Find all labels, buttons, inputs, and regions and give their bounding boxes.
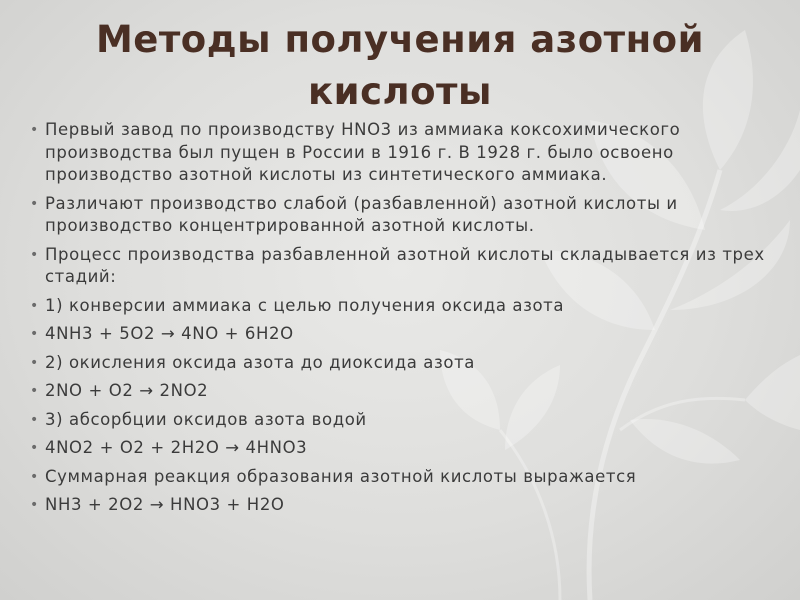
list-item: [30, 409, 775, 432]
list-item-text: 4NH3 + 5O2 → 4NO + 6H2O: [45, 324, 294, 343]
bullet-dot-icon: •: [30, 497, 39, 513]
bullet-dot-icon: •: [30, 122, 39, 138]
bullet-dot-icon: •: [30, 246, 39, 263]
list-item-text: 3) абсорбции оксидов азота водой: [45, 409, 367, 429]
page-title-line-2: кислоты: [308, 70, 492, 113]
list-item-text: 2NO + O2 → 2NO2: [45, 381, 209, 400]
list-item: [30, 494, 775, 517]
page-title: [40, 14, 760, 118]
list-item: [30, 295, 775, 318]
bullet-dot-icon: •: [30, 195, 39, 212]
list-item: [30, 380, 775, 403]
bullet-dot-icon: •: [30, 468, 39, 485]
list-item-text: 4NO2 + O2 + 2H2O → 4HNO3: [45, 438, 308, 457]
list-item-text: NH3 + 2O2 → HNO3 + H2O: [45, 495, 285, 514]
list-item: [30, 323, 775, 346]
list-item: [30, 244, 775, 289]
list-item: [30, 119, 775, 187]
list-item: [30, 193, 775, 238]
bullet-dot-icon: •: [30, 411, 39, 428]
list-item: [30, 352, 775, 375]
list-item-text: Суммарная реакция образования азотной кислоты выражается: [45, 466, 637, 486]
list-item-text: 1) конверсии аммиака с целью получения оксида азота: [45, 295, 565, 315]
list-item: [30, 437, 775, 460]
bullet-dot-icon: •: [30, 383, 39, 399]
bullet-dot-icon: •: [30, 354, 39, 371]
bullet-list: [30, 119, 775, 523]
list-item: [30, 466, 775, 489]
list-item-text: Первый завод по производству HNO3 из аммиака коксохимического производства был пущен в России в 1916 г. В 1928 г. было освоено производство азотной кислоты из синтетического аммиака.: [45, 120, 681, 184]
bullet-dot-icon: •: [30, 297, 39, 314]
bullet-dot-icon: •: [30, 440, 39, 456]
bullet-dot-icon: •: [30, 326, 39, 342]
list-item-text: Процесс производства разбавленной азотной кислоты складывается из трех стадий:: [45, 244, 765, 286]
list-item-text: 2) окисления оксида азота до диоксида азота: [45, 352, 475, 372]
page-title-line-1: Методы получения азотной: [95, 18, 705, 61]
list-item-text: Различают производство слабой (разбавленной) азотной кислоты и производство концентрированной азотной кислоты.: [45, 193, 678, 235]
